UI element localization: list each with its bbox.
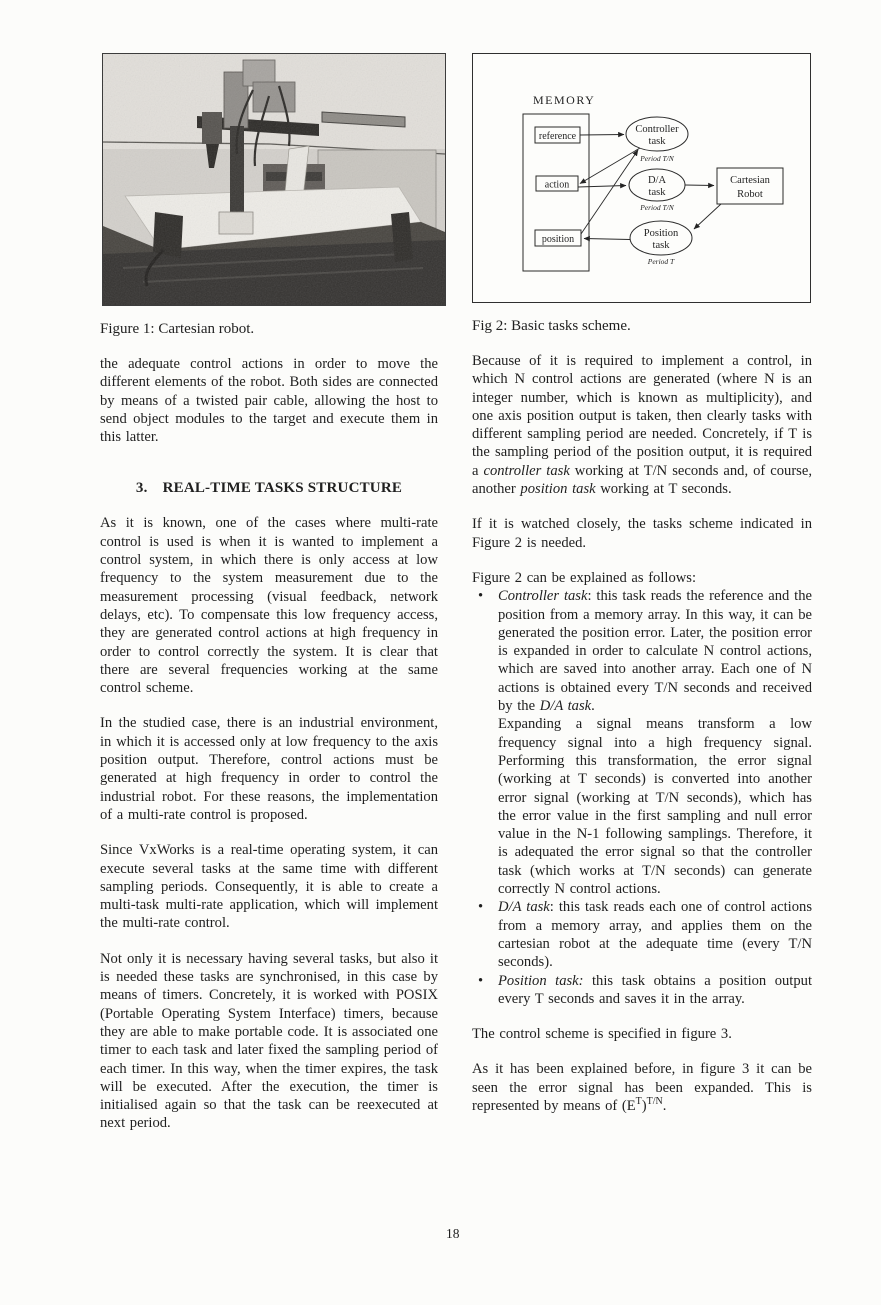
bullet-lead-italic <box>498 588 587 604</box>
bullet-list <box>472 587 812 1008</box>
bullet-marker: • <box>478 972 484 989</box>
text-segment: Because of it is required to implement a control, in which N control actions are generated (where N is an integer number, which is known as multiplicity), and one axis position output is taken, then clearly tasks with different sampling period are needed. Concretely, if T is the sampling period of the position output, it is required a <box>472 353 812 479</box>
bullet-item-da-task <box>472 898 812 971</box>
bullet-marker: • <box>478 588 484 605</box>
text-segment: . <box>662 1097 667 1114</box>
position-task-period: Period T <box>647 257 675 266</box>
figure1-caption: Figure 1: Cartesian robot. <box>100 321 255 337</box>
text-segment: : this task reads the reference and the position from a memory array. In this way, it can be generated the position error. Later, the position error is expanded in order to calculate N control actions, which are saved into another array. Each one of N actions is obtained every T/N seconds and received by the <box>498 588 812 715</box>
arrow-action-to-da <box>578 186 626 188</box>
action-label: action <box>544 179 570 191</box>
bullet-text <box>498 972 812 1009</box>
bullet-item-controller-task <box>472 587 812 898</box>
bullet-text <box>498 898 812 971</box>
position-task-label-1: Position <box>643 228 679 239</box>
da-task-label-1: D/A <box>647 175 667 186</box>
arrow-reference-to-controller <box>580 135 624 136</box>
tasks-scheme-diagram <box>473 54 810 302</box>
text-segment-italic: Controller task <box>498 588 588 605</box>
text-segment-italic: position task <box>520 481 596 498</box>
arrow-da-to-robot <box>685 185 714 186</box>
paragraph-left-3: In the studied case, there is an industrial environment, in which it is accessed only at low frequency to the axis position output. Therefore, control actions must be generated at high frequency in order to control the industrial robot. For these reasons, the implementation of a multi-rate control is proposed. <box>100 715 438 823</box>
arrow-position-task-to-position <box>584 239 630 240</box>
text-segment: this task obtains a position output every T seconds and saves it in the array. <box>498 972 812 1007</box>
paragraph-right-5 <box>472 1060 812 1115</box>
cartesian-robot-label-2: Robot <box>737 189 763 200</box>
text-segment: working at T seconds. <box>595 481 732 498</box>
bullet-text <box>498 587 812 898</box>
text-segment: : this task reads each one of control actions from a memory array, and applies them on the cartesian robot at the adequate time (every T/N seconds). <box>498 899 812 971</box>
arrow-position-to-controller <box>581 150 638 234</box>
position-label: position <box>541 234 575 245</box>
figure2-diagram-frame <box>472 53 811 303</box>
bullet-marker: • <box>478 899 484 916</box>
text-segment-italic: controller task <box>483 462 570 479</box>
right-column <box>472 53 812 1115</box>
bullet-continuation: Expanding a signal means transform a low frequency signal into a high frequency signal. Performing this transformation, the error signal (working at T seconds) is converted into another error signal (working at T/N seconds), which has the error value in the first sampling and null error value in the N-1 following samplings. Therefore, it is adequated the error signal so that the controller task (which works at T/N seconds) can generate correctly N control actions. <box>498 716 812 898</box>
paragraph-right-3: Figure 2 can be explained as follows: <box>472 569 697 586</box>
text-segment: (E <box>621 1097 636 1114</box>
section-number: 3. <box>135 480 148 497</box>
left-column <box>100 53 438 1133</box>
controller-task-label-1: Controller <box>635 124 679 135</box>
controller-task-label-2: task <box>648 136 666 147</box>
cartesian-robot-photo <box>103 54 445 305</box>
position-task-label-2: task <box>652 240 670 251</box>
section-heading <box>100 480 438 497</box>
section-title: REAL-TIME TASKS STRUCTURE <box>162 480 403 497</box>
formula-superscript: T <box>635 1096 642 1108</box>
paragraph-left-2: As it is known, one of the cases where multi-rate control is used is when it is wanted to implement a control system, in which there is only access at low frequency to the system measurement due to the measurement processing (visual feedback, network delays, etc). To compensate this low frequency access, they are generated control actions at high frequency in order to control correctly the system. It is clear that there are several frequencies working at the same control scheme. <box>100 515 438 697</box>
paragraph-right-4: The control scheme is specified in figure 3. <box>472 1026 732 1043</box>
paragraph-left-5: Not only it is necessary having several tasks, but also it is needed these tasks are synchronised, in this case by means of timers. Concretely, it is worked with POSIX (Portable Operating System Interface) timers, because they are able to make portable code. It is associated one timer to each task and later fixed the sampling period of each timer. In this way, when the timer expires, the task will be executed. After the execution, the timer is initialised again so that the task can be reexecuted at next period. <box>100 950 438 1132</box>
text-segment: ) <box>641 1097 647 1114</box>
arrow-robot-to-position-task <box>694 204 721 229</box>
paragraph-right-2: If it is watched closely, the tasks scheme indicated in Figure 2 is needed. <box>472 516 812 551</box>
formula-superscript: T/N <box>646 1096 663 1108</box>
memory-label: MEMORY <box>533 93 596 107</box>
da-task-label-2: task <box>648 187 666 198</box>
da-task-period: Period T/N <box>640 203 674 212</box>
paragraph-right-1 <box>472 352 812 498</box>
cartesian-robot-label-1: Cartesian <box>730 175 770 186</box>
text-segment-italic: Position task: <box>498 972 584 989</box>
paragraph-left-1: the adequate control actions in order to move the different elements of the robot. Both sides are connected by means of a twisted pair cable, allowing the host to send object modules to the target and execute them in this latter. <box>100 356 439 446</box>
reference-label: reference <box>538 131 577 142</box>
bullet-item-position-task <box>472 972 812 1009</box>
text-segment: As it has been explained before, in figure 3 it can be seen the error signal has been expanded. This is represented by means of <box>472 1061 812 1114</box>
text-segment-italic: D/A task <box>498 899 550 916</box>
text-segment-italic: D/A task <box>539 698 592 715</box>
figure2-caption: Fig 2: Basic tasks scheme. <box>472 318 631 334</box>
text-segment: . <box>591 698 595 715</box>
text-segment: working at T/N seconds and, of course, another <box>472 462 812 498</box>
page-number: 18 <box>446 1226 460 1241</box>
figure1-photo-frame <box>102 53 446 306</box>
formula <box>622 1098 667 1114</box>
paragraph-left-4: Since VxWorks is a real-time operating system, it can execute several tasks at the same time with different sampling periods. Consequently, it is able to create a multi-task multi-rate application, which will implement the multi-rate control. <box>100 842 438 932</box>
controller-task-period: Period T/N <box>640 154 674 163</box>
